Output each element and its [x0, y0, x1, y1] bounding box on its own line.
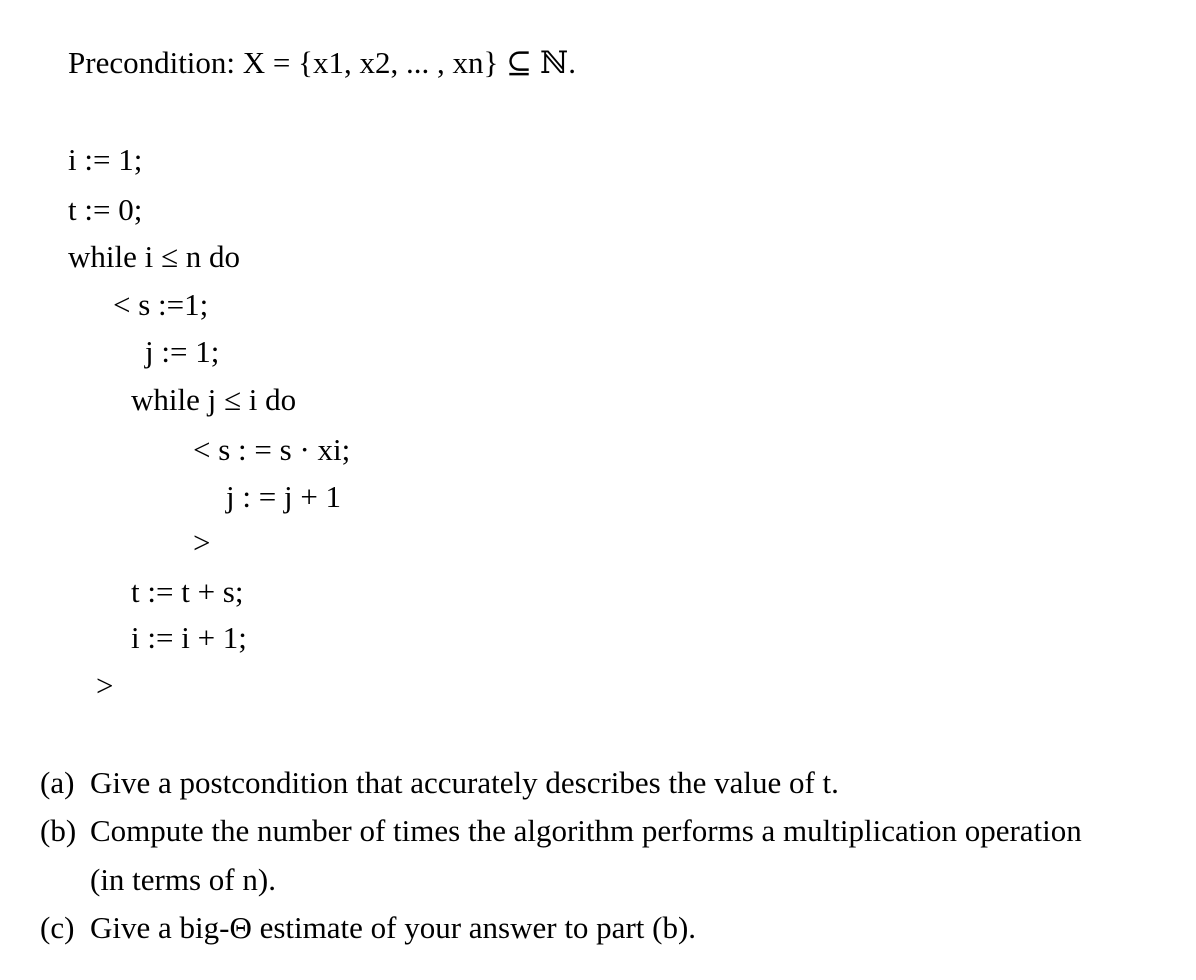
question-a-label: (a)	[40, 765, 75, 800]
code-line: < s :=1;	[113, 287, 209, 322]
code-line: < s : = s · xi;	[193, 432, 351, 467]
question-c-label: (c)	[40, 910, 75, 945]
code-line: >	[96, 668, 114, 703]
code-line: t := 0;	[68, 192, 143, 227]
question-c-text: Give a big-Θ estimate of your answer to part (b).	[90, 910, 697, 945]
code-line: >	[193, 525, 211, 560]
question-a-text: Give a postcondition that accurately describes the value of t.	[90, 765, 839, 800]
code-line: j := 1;	[145, 334, 220, 369]
question-b-label: (b)	[40, 813, 77, 848]
code-line: i := i + 1;	[131, 620, 247, 655]
code-line: j : = j + 1	[226, 479, 342, 514]
code-line: while i ≤ n do	[68, 239, 240, 274]
code-line: t := t + s;	[131, 574, 244, 609]
question-b-continuation: (in terms of n).	[90, 862, 276, 897]
precondition: Precondition: X = {x1, x2, ... , xn} ⊆ ℕ.	[68, 45, 576, 80]
code-line: i := 1;	[68, 142, 143, 177]
question-b-text: Compute the number of times the algorithm performs a multiplication operation	[90, 813, 1082, 848]
code-line: while j ≤ i do	[131, 382, 297, 417]
